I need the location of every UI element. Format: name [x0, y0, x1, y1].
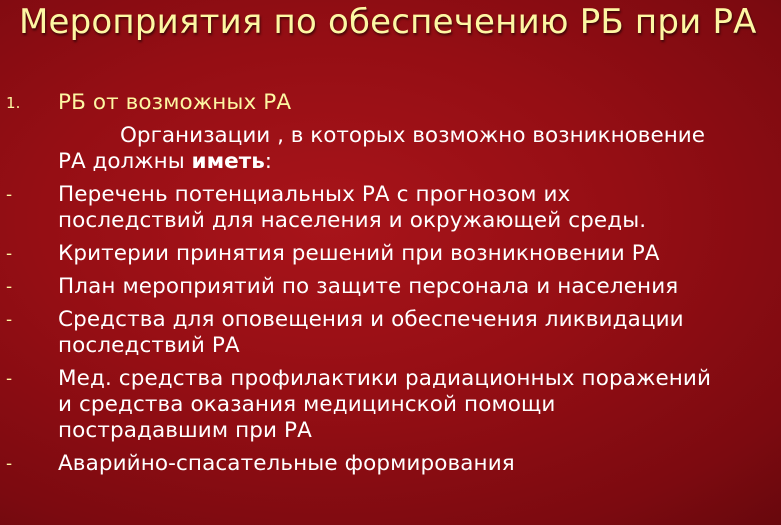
list-item-line: Аварийно-спасательные формирования — [58, 451, 515, 476]
list-item-line: последствий РА — [58, 333, 240, 358]
section-number: 1. — [6, 94, 21, 112]
list-item-line: План мероприятий по защите персонала и населения — [58, 274, 679, 299]
list-item-line: Критерии принятия решений при возникновении РА — [58, 241, 660, 266]
intro-line-2-suffix: : — [264, 149, 273, 174]
list-item — [0, 274, 781, 300]
intro-paragraph — [0, 123, 781, 175]
list-item — [0, 451, 781, 477]
intro-line-2-prefix: РА должны — [58, 149, 192, 174]
bullet-marker: - — [6, 454, 13, 474]
list-item — [0, 366, 781, 444]
bullet-marker: - — [6, 277, 13, 297]
bullet-marker: - — [6, 244, 13, 264]
list-item-line: и средства оказания медицинской помощи — [58, 392, 556, 417]
list-item-line: Перечень потенциальных РА с прогнозом их — [58, 182, 571, 207]
section-heading — [0, 90, 781, 116]
list-item-line: пострадавшим при РА — [58, 418, 312, 443]
intro-line-2-bold: иметь — [191, 149, 265, 174]
intro-line-1: Организации , в которых возможно возникновение — [120, 123, 705, 148]
list-item — [0, 241, 781, 267]
bullet-marker: - — [6, 369, 13, 389]
bullet-marker: - — [6, 310, 13, 330]
list-item — [0, 182, 781, 234]
list-item — [0, 307, 781, 359]
list-item-line: Мед. средства профилактики радиационных поражений — [58, 366, 712, 391]
list-item-line: Средства для оповещения и обеспечения ликвидации — [58, 307, 684, 332]
bullet-marker: - — [6, 185, 13, 205]
list-item-line: последствий для населения и окружающей среды. — [58, 208, 647, 233]
section-heading-text: РБ от возможных РА — [58, 90, 292, 115]
slide-title: Мероприятия по обеспечению РБ при РА — [19, 2, 757, 42]
slide-body — [0, 90, 781, 477]
